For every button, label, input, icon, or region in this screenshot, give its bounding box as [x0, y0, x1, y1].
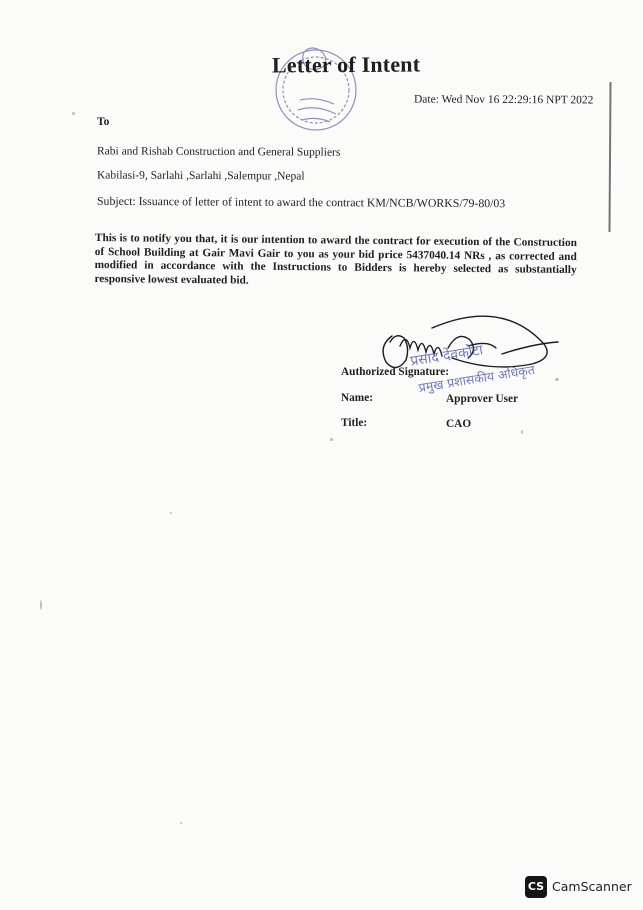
title-label: Title: [341, 417, 368, 429]
name-value: Approver User [446, 393, 519, 405]
scan-speck [521, 430, 523, 434]
authorized-signature-label: Authorized Signature: [341, 366, 450, 378]
scan-speck [72, 112, 75, 115]
recipient-name: Rabi and Rishab Construction and General Suppliers [96, 145, 341, 159]
subject-line: Subject: Issuance of letter of intent to award the contract KM/NCB/WORKS/79-80/03 [96, 193, 506, 211]
recipient-address: Kabilasi-9, Sarlahi ,Sarlahi ,Salempur ,Nepal [96, 169, 305, 183]
stamp-designation-text: प्रमुख प्रशासकीय अधिकृत [417, 361, 536, 396]
letter-body: This is to notify you that, it is our intention to award the contract for execution of the Construction of School Building at Gair Mavi Gair to you as your bid price 5437040.14 NRs , as corrected and modified in accordance with the Instructions to Bidders is hereby selected as substantially responsive lowest evaluated bid. [94, 232, 577, 287]
camscanner-logo-icon: CS [525, 876, 547, 898]
scan-speck [180, 822, 182, 824]
scan-speck [40, 600, 42, 610]
scan-edge-line [608, 82, 611, 232]
name-label: Name: [341, 392, 373, 404]
title-value: CAO [446, 418, 472, 430]
scan-speck [330, 438, 333, 441]
letter-date: Date: Wed Nov 16 22:29:16 NPT 2022 [413, 93, 594, 107]
page-title: Letter of Intent [271, 51, 421, 78]
camscanner-watermark: CamScanner [552, 879, 632, 894]
stamp-name-text: प्रसाद देवकोटा [409, 342, 485, 370]
scan-speck [170, 512, 172, 514]
to-label: To [97, 116, 110, 128]
